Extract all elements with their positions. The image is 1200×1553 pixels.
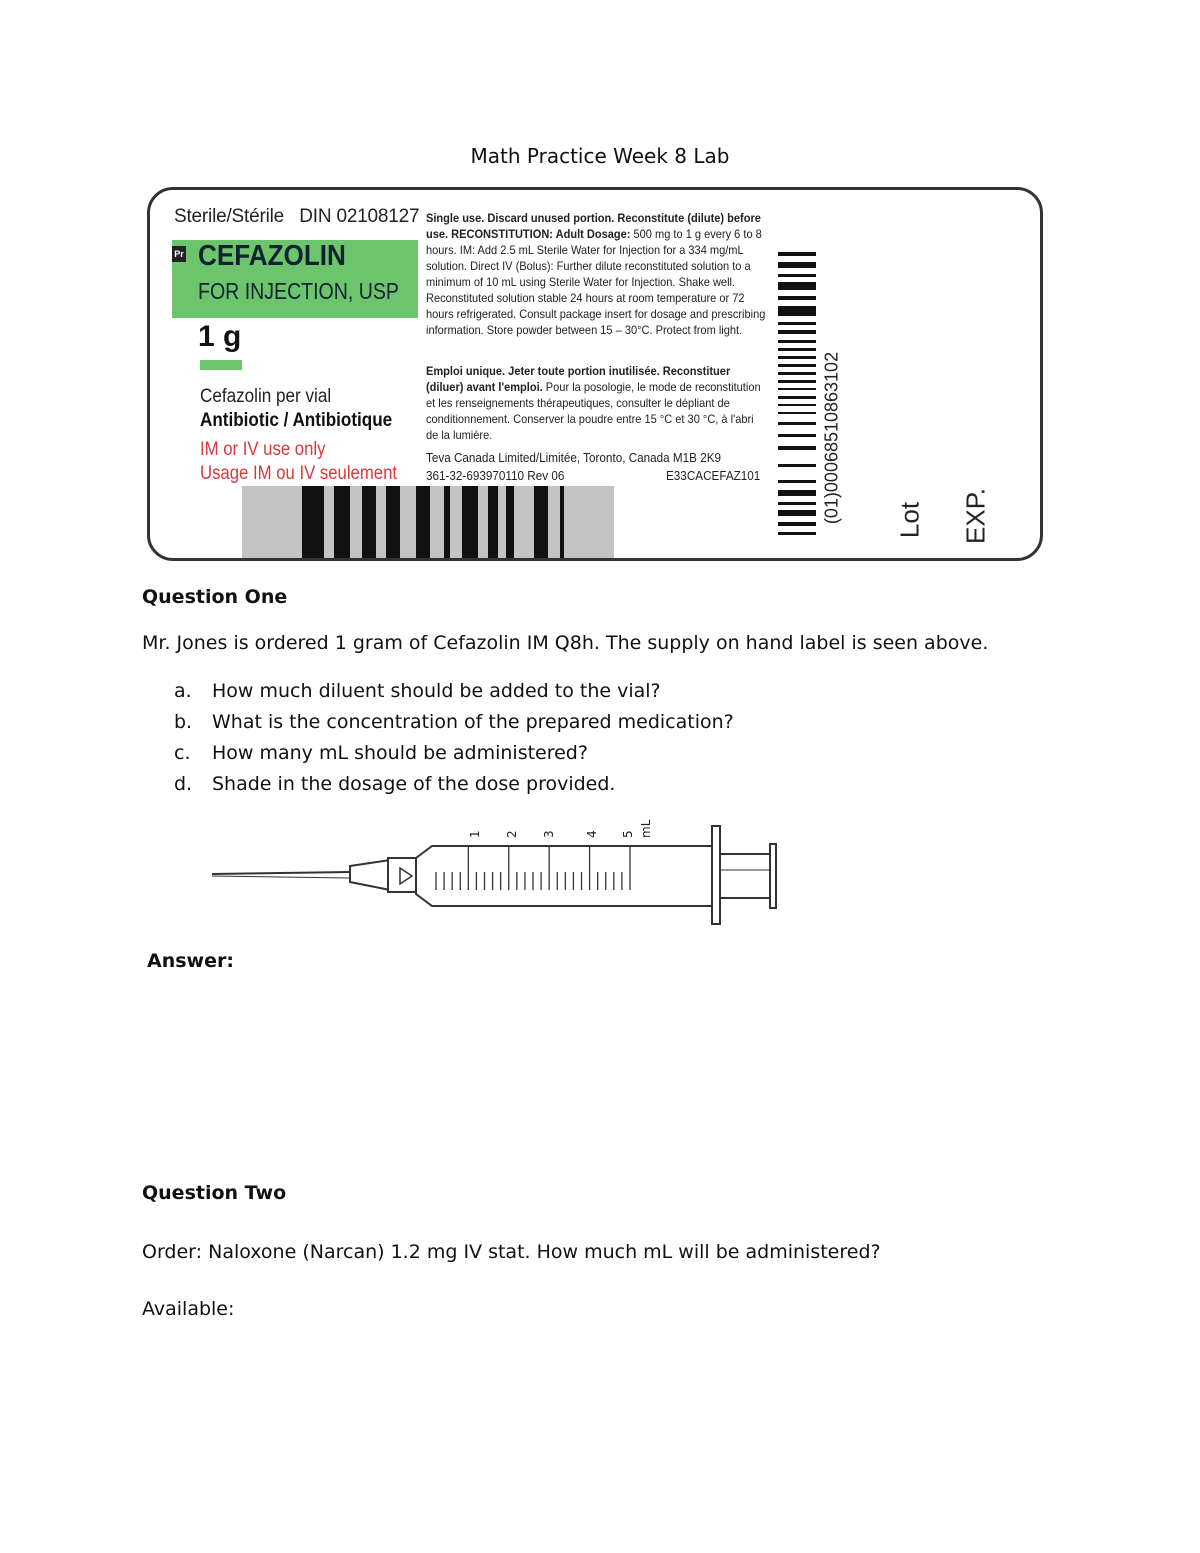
syringe-unit-label: mL — [639, 819, 653, 838]
barcode-bar — [488, 486, 498, 561]
syringe-diagram — [200, 810, 790, 935]
syringe-tick-label: 4 — [585, 830, 599, 838]
syringe-tick-label: 2 — [505, 830, 519, 838]
barcode-stripe — [778, 296, 816, 300]
label-strength: 1 g — [198, 320, 242, 353]
barcode-stripe — [778, 510, 816, 516]
label-lot: Lot — [894, 501, 925, 539]
label-code: 361-32-693970110 Rev 06 — [426, 468, 565, 483]
syringe-plunger-thumb — [770, 844, 776, 908]
barcode-stripe — [778, 396, 816, 399]
barcode-stripe — [778, 412, 816, 414]
barcode-stripe — [778, 356, 816, 359]
page-title: Math Practice Week 8 Lab — [470, 144, 730, 168]
barcode-stripe — [778, 348, 816, 351]
barcode-stripe — [778, 380, 816, 383]
question-two-available: Available: — [142, 1298, 235, 1320]
syringe-tick-label: 5 — [621, 830, 635, 838]
barcode-bar — [362, 486, 376, 561]
barcode-stripe — [778, 340, 816, 343]
barcode-stripe — [778, 434, 816, 437]
barcode-stripe — [778, 364, 816, 367]
barcode-stripe — [778, 522, 816, 526]
label-manufacturer: Teva Canada Limited/Limitée, Toronto, Canada M1B 2K9 — [426, 450, 722, 465]
barcode-stripe — [778, 480, 816, 483]
syringe-needle-edge — [212, 876, 350, 878]
barcode-stripe — [778, 330, 816, 334]
barcode-stripe — [778, 282, 816, 290]
syringe-flange — [712, 826, 720, 924]
barcode-stripe — [778, 252, 816, 256]
label-route-en: IM or IV use only — [200, 439, 326, 460]
barcode-stripe — [778, 446, 816, 450]
label-sterile-din — [174, 206, 419, 228]
barcode-stripe — [778, 490, 816, 496]
label-exp: EXP. — [960, 488, 991, 544]
syringe-hub — [350, 860, 390, 890]
question-two-heading: Question Two — [142, 1182, 287, 1204]
label-sterile: Sterile/Stérile — [174, 206, 284, 227]
list-item: d. Shade in the dosage of the dose provided. — [174, 773, 616, 795]
barcode-bar — [302, 486, 324, 561]
syringe-plunger-rod — [720, 854, 772, 898]
barcode-stripe — [778, 464, 816, 467]
barcode-stripe — [778, 322, 816, 325]
barcode-bar — [534, 486, 548, 561]
barcode-stripe — [778, 306, 816, 316]
label-form: FOR INJECTION, USP — [198, 278, 399, 304]
barcode-stripe — [778, 532, 816, 535]
barcode-stripe — [778, 388, 816, 390]
label-green-bar — [200, 360, 242, 370]
barcode-stripe — [778, 502, 816, 505]
label-per-vial: Cefazolin per vial — [200, 386, 332, 407]
label-drug-class: Antibiotic / Antibiotique — [200, 410, 393, 431]
prescription-symbol-icon: Pr — [172, 246, 186, 262]
answer-label: Answer: — [147, 950, 234, 972]
label-instructions-fr-lead: Emploi unique. Jeter toute portion inutilisée. Reconstituer (diluer) avant l'emploi. — [426, 364, 731, 394]
question-two-order: Order: Naloxone (Narcan) 1.2 mg IV stat. How much mL will be administered? — [142, 1241, 881, 1263]
barcode-bar — [560, 486, 564, 561]
question-one-heading: Question One — [142, 586, 288, 608]
syringe-tick-label: 3 — [542, 830, 556, 838]
barcode-bar — [506, 486, 514, 561]
label-instructions-en-body: 500 mg to 1 g every 6 to 8 hours. IM: Add 2.5 mL Sterile Water for Injection for a 334 mg/mL solution. Direct IV (Bolus): Further dilute reconstituted solution to a minimum of 10 mL using Sterile Water for Injection. Shake well. Reconstituted solution stable 24 hours at room temperature or 72 hours refrigerated. Consult package insert for dosage and prescribing information. Store powder between 15 – 30°C. Protect from light. — [426, 227, 766, 337]
barcode-bar — [334, 486, 350, 561]
barcode-stripe — [778, 274, 816, 277]
barcode-stripe — [778, 422, 816, 425]
barcode-stripe — [778, 404, 816, 406]
barcode-bar — [386, 486, 400, 561]
list-item: b. What is the concentration of the prepared medication? — [174, 711, 734, 733]
syringe-needle — [212, 872, 350, 874]
list-item: c. How many mL should be administered? — [174, 742, 588, 764]
list-item: a. How much diluent should be added to the vial? — [174, 680, 661, 702]
barcode-bar — [416, 486, 430, 561]
drug-label — [147, 187, 1043, 561]
question-one-list — [174, 676, 734, 800]
barcode-bar — [444, 486, 450, 561]
label-code-2: E33CACEFAZ101 — [666, 468, 761, 483]
barcode-stripe — [778, 372, 816, 375]
question-one-text: Mr. Jones is ordered 1 gram of Cefazolin IM Q8h. The supply on hand label is seen above. — [142, 632, 989, 654]
barcode-number: (01)00068510863102 — [821, 351, 842, 525]
syringe-labels — [468, 819, 653, 838]
label-din: DIN 02108127 — [299, 206, 420, 227]
label-instructions-en-lead: Single use. Discard unused portion. Reconstitute (dilute) before use. RECONSTITUTION: Adult Dosage: — [426, 211, 761, 241]
label-drug-name: CEFAZOLIN — [198, 240, 346, 272]
label-instructions-fr — [426, 363, 766, 443]
barcode-stripe — [778, 262, 816, 268]
label-instructions-fr-body: Pour la posologie, le mode de reconstitution et les renseignements thérapeutiques, consulter le dépliant de conditionnement. Conserver la poudre entre 15 °C et 30 °C, à l'abri de la lumière. — [426, 380, 761, 442]
barcode-bar — [462, 486, 478, 561]
syringe-tick-label: 1 — [468, 830, 482, 838]
label-instructions-en — [426, 210, 766, 338]
label-route-fr: Usage IM ou IV seulement — [200, 463, 398, 484]
